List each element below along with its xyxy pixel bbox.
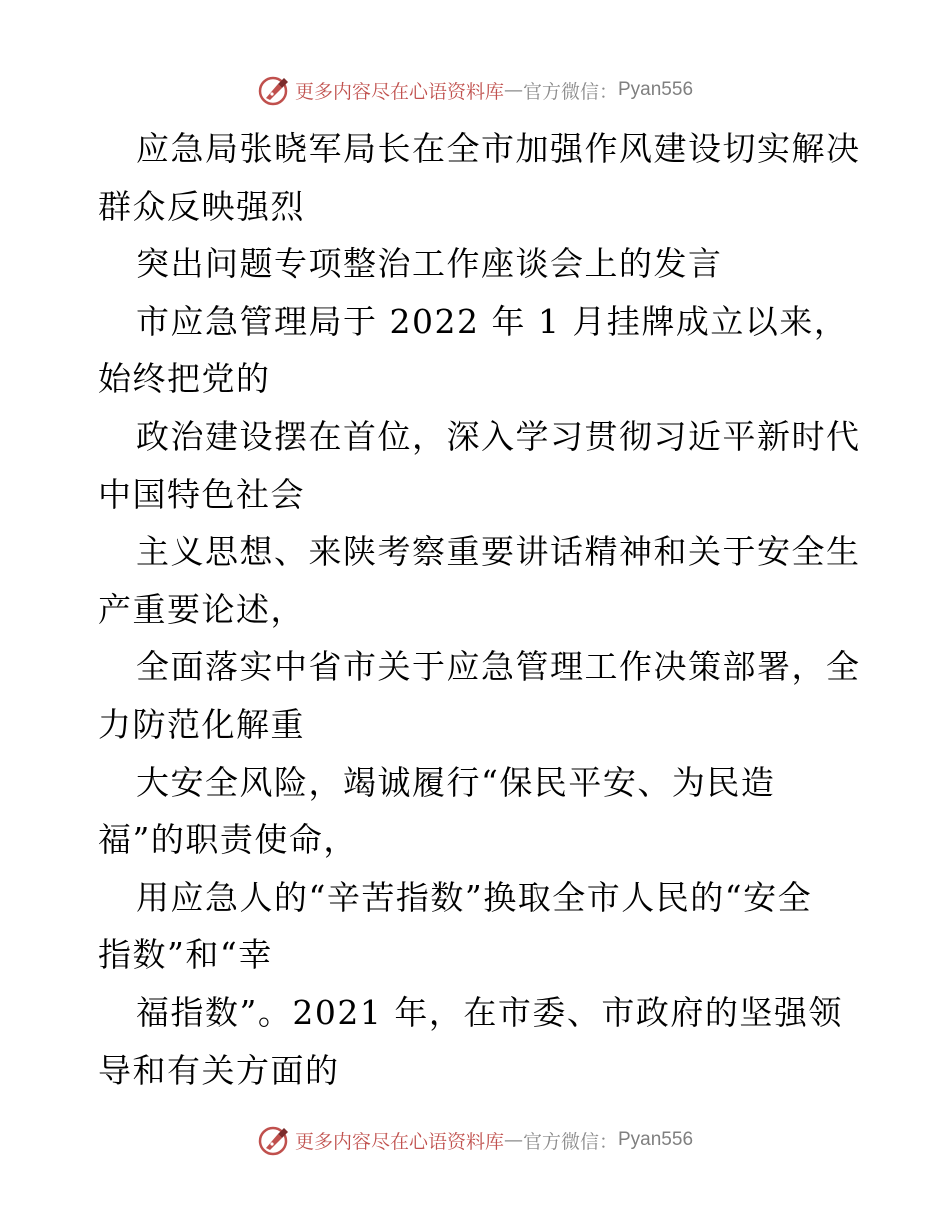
body-line: 主义思想、来陕考察重要讲话精神和关于安全生 xyxy=(136,532,861,572)
footer-wechat-id: Pyan556 xyxy=(618,1129,694,1150)
body-line: 应急局张晓军局长在全市加强作风建设切实解决 xyxy=(136,129,861,168)
body-line: 始终把党的 xyxy=(98,359,271,399)
body-line: 大安全风险，竭诚履行“保民平安、为民造 xyxy=(136,762,776,802)
pen-nib-logo-icon xyxy=(257,1123,291,1157)
header-banner xyxy=(0,72,950,108)
body-line: 产重要论述， xyxy=(98,589,305,629)
body-line: 中国特色社会 xyxy=(98,474,305,514)
document-body xyxy=(98,120,861,1099)
body-line: 用应急人的“辛苦指数”换取全市人民的“安全 xyxy=(136,877,813,917)
body-line: 全面落实中省市关于应急管理工作决策部署，全 xyxy=(136,647,861,687)
body-line: 力防范化解重 xyxy=(98,704,305,744)
body-line: 福”的职责使命， xyxy=(98,820,358,860)
footer-brand-text: 更多内容尽在心语资料库 xyxy=(294,1130,504,1153)
footer-banner xyxy=(0,1122,950,1158)
body-line: 导和有关方面的 xyxy=(98,1050,340,1090)
header-brand-text: 更多内容尽在心语资料库 xyxy=(294,80,504,103)
body-line: 群众反映强烈 xyxy=(98,186,305,226)
body-line: 突出问题专项整治工作座谈会上的发言 xyxy=(136,244,723,284)
body-line: 福指数”。2021 年，在市委、市政府的坚强领 xyxy=(136,992,843,1032)
pen-nib-logo-icon xyxy=(257,73,291,107)
header-wechat-label: 官方微信： xyxy=(522,80,618,103)
body-line: 政治建设摆在首位，深入学习贯彻习近平新时代 xyxy=(136,416,861,456)
body-line: 指数”和“幸 xyxy=(98,935,273,975)
footer-wechat-label: 官方微信： xyxy=(522,1130,618,1153)
footer-separator: — xyxy=(503,1129,523,1151)
header-separator: — xyxy=(503,79,523,101)
header-wechat-id: Pyan556 xyxy=(618,79,694,100)
body-line: 市应急管理局于 2022 年 1 月挂牌成立以来， xyxy=(136,301,849,341)
